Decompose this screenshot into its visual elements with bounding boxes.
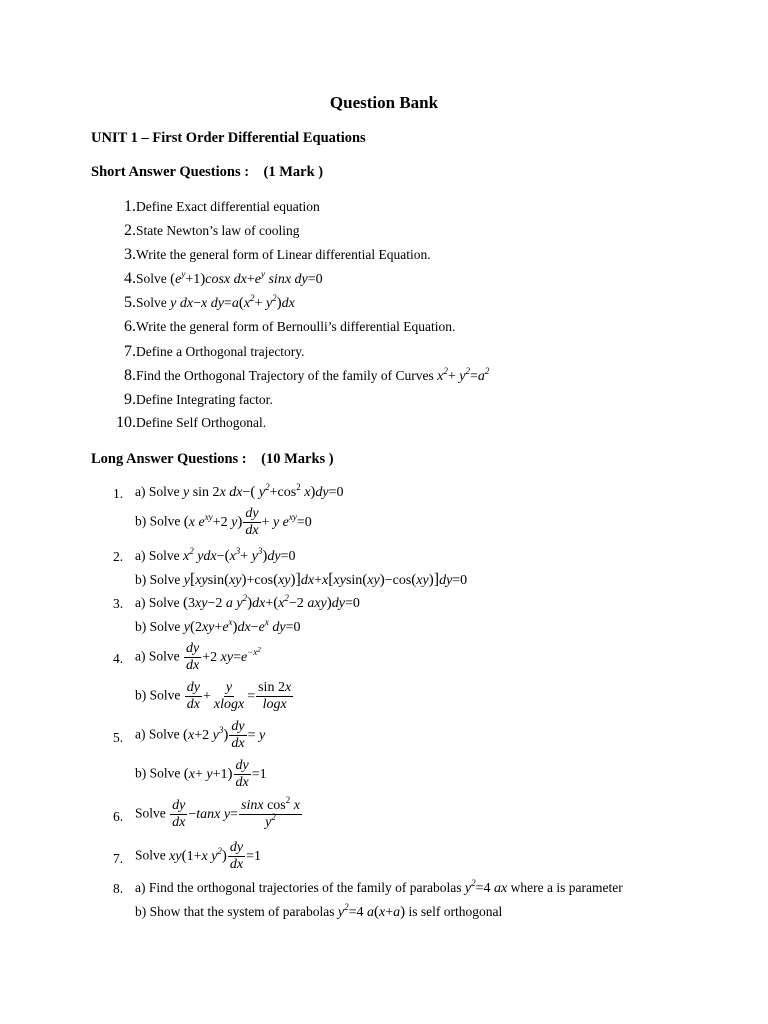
fraction: $\frac{dy}{dx}$ [229, 840, 244, 872]
question-text: Write the general form of Linear differential Equation. [136, 247, 431, 262]
long-question-part [135, 720, 265, 751]
equation: (x $e^{xy}+2$ y) $\frac{dy}{dx}$ + y $e^{xy}=0$ [183, 506, 312, 538]
long-question-part [135, 548, 296, 565]
short-question [112, 414, 266, 432]
question-number: 1. [113, 486, 124, 501]
question-text: Define Integrating factor. [136, 392, 273, 407]
question-number: 5. [113, 730, 124, 745]
question-number: 8. [113, 881, 124, 896]
question-number: 6. [113, 809, 124, 824]
long-question-part [135, 795, 303, 830]
long-question-part [135, 619, 301, 636]
short-question [112, 198, 320, 216]
fraction: $\frac{dy}{dx}$ [172, 798, 186, 830]
question-lead: Find the Orthogonal Trajectory of the family of Curves [136, 368, 438, 383]
equation: $y^2=4$ a(x+a) [337, 902, 406, 920]
part-lead: b) Solve [135, 572, 184, 587]
unit-heading: UNIT 1 – First Order Differential Equations [91, 130, 366, 146]
question-number: 1. [124, 198, 136, 215]
question-number: 5. [124, 294, 136, 311]
equation: $y^2=4$ ax [464, 878, 508, 896]
part-lead: a) Solve [135, 595, 183, 610]
part-lead: b) Solve [135, 513, 184, 529]
question-text [136, 271, 323, 288]
equation: y sin 2x dx−( $y^2+\cos^2$ x)dy=0 [183, 482, 344, 500]
long-question-part [135, 904, 502, 921]
equation: $\frac{dy}{dx}$ +2 $xy=e^{-x^2}$ [186, 641, 261, 673]
short-question [112, 318, 455, 336]
fraction: $\frac{dy}{dx}$ [235, 758, 249, 790]
question-number: 4. [124, 270, 136, 287]
question-text: Define Self Orthogonal. [136, 415, 267, 430]
fraction: $\frac{\sin x \cos^2 x}{y^2}$ [241, 795, 300, 830]
question-text [136, 295, 295, 312]
question-number: 3. [124, 246, 136, 263]
long-answer-heading: Long Answer Questions : (10 Marks ) [91, 451, 334, 467]
part-lead: Solve [135, 805, 170, 821]
long-question-part [135, 841, 261, 872]
question-number: 2. [124, 222, 136, 239]
part-lead: a) Find the orthogonal trajectories of the family of parabolas [135, 880, 465, 895]
question-text: Define Exact differential equation [136, 199, 320, 214]
part-lead: b) Solve [135, 687, 184, 703]
long-question-part [135, 571, 467, 589]
question-number: 8. [124, 367, 136, 384]
long-question-part [135, 595, 360, 612]
equation: $(e^y+1)\cos x$ $dx+e^y$ sinx dy=0 [170, 269, 323, 287]
question-lead: Solve [136, 295, 171, 310]
short-question [112, 246, 431, 264]
fraction: $\frac{dy}{dx}$ [245, 506, 259, 538]
long-question-part [135, 642, 261, 673]
fraction: $\frac{dy}{dx}$ [186, 680, 200, 712]
long-question-part [135, 507, 312, 538]
question-number: 7. [124, 343, 136, 360]
part-lead: a) Solve [135, 726, 183, 742]
equation: $y(2xy+e^x)dx-e^x$ dy=0 [183, 617, 301, 635]
short-question [112, 294, 295, 312]
question-number: 7. [113, 851, 124, 866]
part-lead: a) Solve [135, 484, 183, 499]
part-lead: b) Show that the system of parabolas [135, 904, 338, 919]
equation: $x^2+ y^2=a^2$ [437, 366, 490, 384]
short-question [112, 222, 299, 240]
question-number: 9. [124, 391, 136, 408]
question-text: Define a Orthogonal trajectory. [136, 344, 305, 359]
equation: (x+2 $y^3$) $\frac{dy}{dx}$ = y [183, 719, 266, 751]
fraction: $\frac{dy}{dx}$ [231, 719, 245, 751]
page-title: Question Bank [329, 93, 439, 112]
part-tail: where a is parameter [507, 880, 623, 895]
long-question-part [135, 880, 623, 897]
part-lead: b) Solve [135, 765, 184, 781]
equation: y dx−x $dy=a(x^2+ y^2)dx$ [170, 293, 295, 311]
short-question [112, 391, 273, 409]
short-answer-heading: Short Answer Questions : (1 Mark ) [91, 164, 324, 180]
equation: (x+ y+1) $\frac{dy}{dx}$ =1 [183, 758, 267, 790]
equation: (3xy−2 a $y^2)dx+(x^2-2$ axy)dy=0 [183, 593, 360, 611]
question-number: 4. [113, 651, 124, 666]
equation: xy(1+x $y^2$) $\frac{dy}{dx}$ =1 [169, 840, 262, 872]
fraction: $\frac{y}{xlogx}$ [213, 680, 245, 712]
part-lead: a) Solve [135, 548, 183, 563]
short-question [112, 343, 305, 361]
equation: $x^2$ $ydx-(x^3+ y^3)dy=0$ [183, 546, 296, 564]
equation: y[xysin(xy)+cos(xy)]dx+x[xysin(xy)−cos(xy)]dy=0 [183, 571, 468, 588]
equation: $\frac{dy}{dx}$ + $\frac{y}{xlogx}$ = $\frac{\sin 2x}{\log x}$ [186, 680, 292, 712]
short-question [112, 270, 323, 288]
fraction: $\frac{\sin 2x}{\log x}$ [258, 680, 292, 712]
long-question-part [135, 759, 267, 790]
long-question-part [135, 484, 344, 501]
part-lead: Solve [135, 847, 170, 863]
question-number: 10. [116, 414, 136, 431]
part-lead: a) Solve [135, 648, 183, 664]
question-number: 3. [113, 596, 124, 611]
question-number: 6. [124, 318, 136, 335]
question-text: Write the general form of Bernoulli’s differential Equation. [136, 319, 456, 334]
part-lead: b) Solve [135, 619, 184, 634]
question-number: 2. [113, 549, 124, 564]
part-tail: is self orthogonal [405, 904, 503, 919]
question-text [136, 368, 489, 385]
question-text: State Newton’s law of cooling [136, 223, 300, 238]
equation: $\frac{dy}{dx}$ −tanx y= $\frac{\sin x \cos^2 x}{y^2}$ [172, 795, 300, 830]
long-question-part [135, 681, 294, 712]
short-question [112, 367, 489, 385]
question-lead: Solve [136, 271, 171, 286]
fraction: $\frac{dy}{dx}$ [186, 641, 200, 673]
